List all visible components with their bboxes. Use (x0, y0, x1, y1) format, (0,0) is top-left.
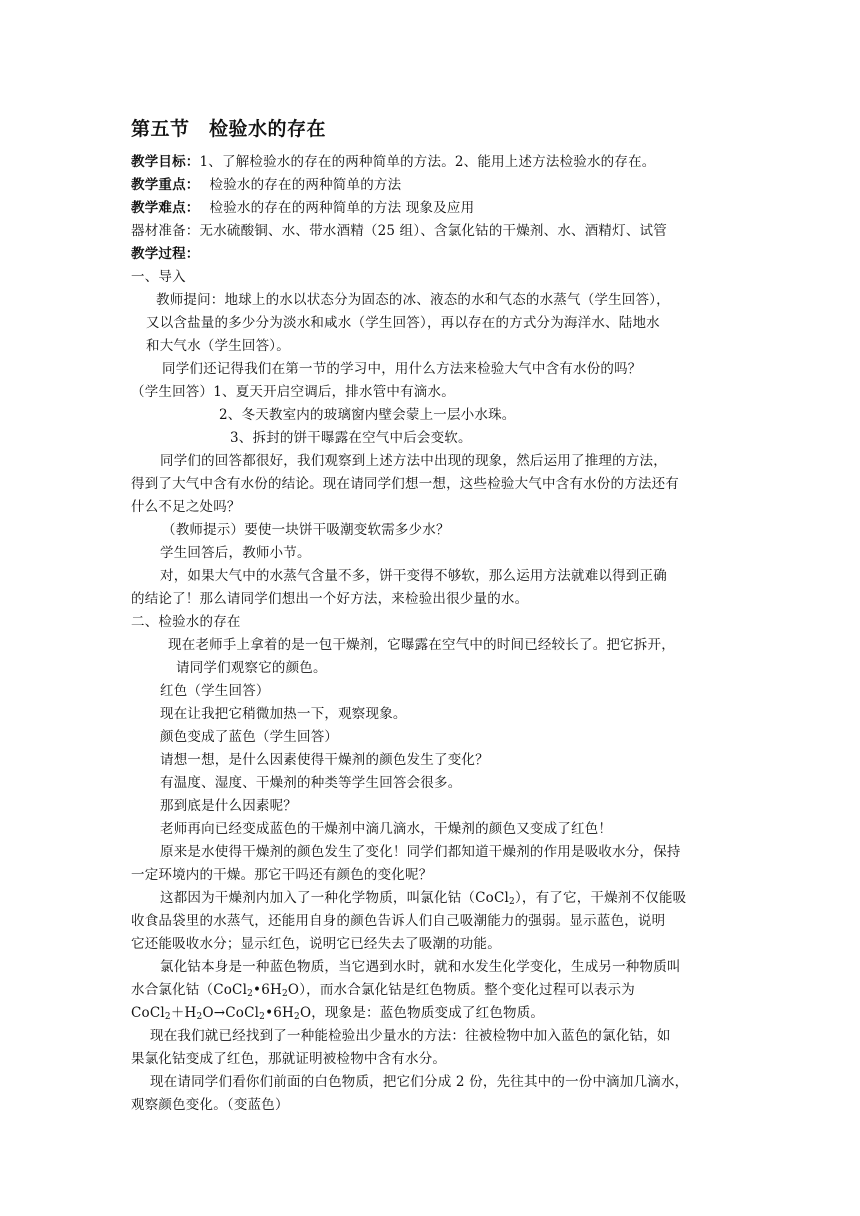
paragraph-line: 果氯化钴变成了红色，那就证明被检物中含有水分。 (131, 1051, 447, 1067)
paragraph-line: 学生回答后，教师小节。 (160, 545, 311, 561)
paragraph-line: 同学们还记得我们在第一节的学习中，用什么方法来检验大气中含有水份的吗？ (162, 361, 642, 377)
paragraph-line: 教师提问：地球上的水以状态分为固态的冰、液态的水和气态的水蒸气（学生回答）， (156, 292, 670, 308)
text-run: 水合氯化钴（CoCl (131, 982, 248, 998)
process-label: 教学过程： (131, 246, 200, 262)
section-heading-detect: 二、检验水的存在 (131, 614, 241, 630)
paragraph-line: 原来是水使得干燥剂的颜色发生了变化！同学们都知道干燥剂的作用是吸收水分，保持 (160, 844, 681, 860)
key-label: 教学重点： (131, 177, 200, 193)
section-heading-intro: 一、导入 (131, 269, 186, 285)
equipment (131, 221, 667, 241)
paragraph-line: 什么不足之处吗？ (131, 499, 241, 515)
text-run: O），而水合氯化钴是红色物质。整个变化过程可以表示为 (287, 982, 635, 998)
dialog-line: 现在让我把它稍微加热一下，观察现象。 (160, 706, 407, 722)
subscript: 2 (509, 897, 515, 907)
chemical-equation-line (131, 1003, 544, 1023)
subscript: 2 (294, 1012, 300, 1022)
paragraph-line: 现在老师手上拿着的是一包干燥剂，它曝露在空气中的时间已经较长了。把它拆开， (168, 637, 675, 653)
paragraph-line: 收食品袋里的水蒸气，还能用自身的颜色告诉人们自己吸潮能力的强弱。显示蓝色，说明 (131, 913, 666, 929)
paragraph-line: 得到了大气中含有水份的结论。现在请同学们想一想，这些检验大气中含有水份的方法还有 (131, 476, 679, 492)
paragraph-line: 现在请同学们看你们前面的白色物质，把它们分成 2 份，先往其中的一份中滴加几滴水， (150, 1074, 689, 1090)
subscript: 2 (281, 989, 288, 999)
dialog-line: 颜色变成了蓝色（学生回答） (160, 729, 339, 745)
equip-label: 器材准备： (131, 223, 200, 239)
dialog-line: 请想一想，是什么因素使得干燥剂的颜色发生了变化？ (160, 752, 489, 768)
paragraph-line: 一定环境内的干燥。那它干吗还有颜色的变化呢？ (131, 867, 433, 883)
subscript: 2 (164, 1012, 171, 1022)
paragraph-line: 它还能吸收水分；显示红色，说明它已经失去了吸潮的功能。 (131, 936, 501, 952)
dialog-line: 有温度、湿度、干燥剂的种类等学生回答会很多。 (160, 775, 462, 791)
paragraph-line: 对，如果大气中的水蒸气含量不多，饼干变得不够软，那么运用方法就难以得到正确 (160, 568, 667, 584)
teaching-key-point (131, 175, 401, 195)
paragraph-line: 和大气水（学生回答）。 (146, 338, 290, 354)
text-run: O→CoCl (202, 1005, 260, 1021)
text-run: •6H (253, 982, 282, 998)
teaching-difficulty (131, 198, 474, 218)
paragraph-line (160, 888, 686, 908)
subscript: 2 (247, 989, 254, 999)
teaching-goal (131, 152, 655, 172)
subscript: 2 (259, 1012, 266, 1022)
hard-text: 检验水的存在的两种简单的方法 现象及应用 (209, 200, 475, 216)
subscript: 2 (196, 1012, 203, 1022)
dialog-line: 那到底是什么因素呢？ (160, 798, 297, 814)
paragraph-line: （教师提示）要使一块饼干吸潮变软需多少水？ (162, 522, 450, 538)
goal-label: 教学目标： (131, 154, 200, 170)
text-run: 这都因为干燥剂内加入了一种化学物质，叫氯化钴（CoCl (160, 890, 510, 906)
goal-text: 1、了解检验水的存在的两种简单的方法。2、能用上述方法检验水的存在。 (199, 154, 656, 170)
key-text: 检验水的存在的两种简单的方法 (209, 177, 402, 193)
page-title: 第五节 检验水的存在 (131, 118, 327, 140)
text-run: ），有了它，干燥剂不仅能吸 (514, 890, 687, 906)
text-run: ＋H (170, 1005, 197, 1021)
paragraph-line: 氯化钴本身是一种蓝色物质，当它遇到水时，就和水发生化学变化，生成另一种物质叫 (160, 959, 681, 975)
dialog-line: 老师再向已经变成蓝色的干燥剂中滴几滴水，干燥剂的颜色又变成了红色！ (160, 821, 613, 837)
hard-label: 教学难点： (131, 200, 200, 216)
answer-line: 3、拆封的饼干曝露在空气中后会变软。 (230, 430, 472, 446)
text-run: •6H (265, 1005, 295, 1021)
paragraph-line: 现在我们就已经找到了一种能检验出少量水的方法：往被检物中加入蓝色的氯化钴，如 (150, 1028, 671, 1044)
dialog-line: 红色（学生回答） (160, 683, 270, 699)
text-run: CoCl (131, 1005, 165, 1021)
paragraph-line: 观察颜色变化。（变蓝色） (131, 1097, 289, 1113)
paragraph-line: 又以含盐量的多少分为淡水和咸水（学生回答），再以存在的方式分为海洋水、陆地水 (146, 315, 660, 331)
paragraph-line (131, 980, 635, 1000)
paragraph-line: 请同学们观察它的颜色。 (176, 660, 327, 676)
equip-text: 无水硫酸铜、水、带水酒精（25 组）、含氯化钴的干燥剂、水、酒精灯、试管 (199, 223, 667, 239)
answer-line: 2、冬天教室内的玻璃窗内壁会蒙上一层小水珠。 (219, 407, 516, 423)
text-run: O，现象是：蓝色物质变成了红色物质。 (299, 1005, 545, 1021)
answer-line: （学生回答）1、夏天开启空调后，排水管中有滴水。 (131, 384, 455, 400)
paragraph-line: 同学们的回答都很好，我们观察到上述方法中出现的现象，然后运用了推理的方法， (160, 453, 667, 469)
paragraph-line: 的结论了！那么请同学们想出一个好方法，来检验出很少量的水。 (131, 591, 529, 607)
